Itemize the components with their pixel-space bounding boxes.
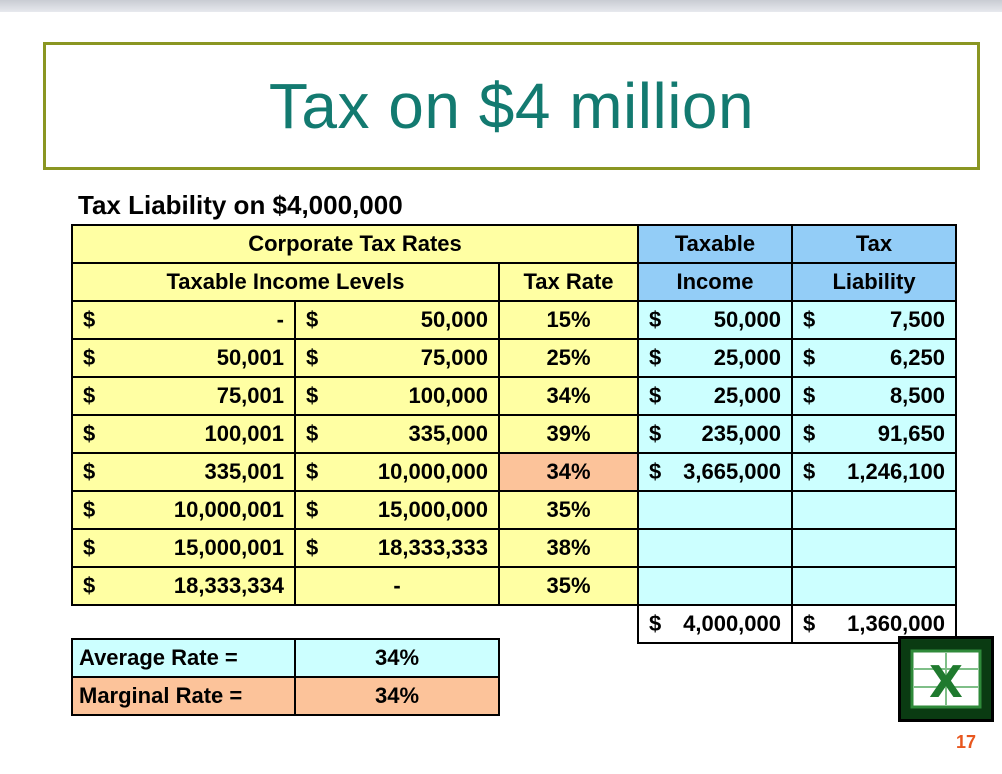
tax-rate-cell[interactable] <box>498 338 637 376</box>
taxable-income-cell[interactable] <box>637 376 791 414</box>
bracket-from-cell-currency: $ <box>83 421 96 446</box>
tax-rate-cell[interactable] <box>498 300 637 338</box>
header-corporate-tax-rates-text: Corporate Tax Rates <box>248 231 462 256</box>
bracket-from-cell-value: - <box>276 307 284 332</box>
bracket-to-cell[interactable] <box>294 414 498 452</box>
marginal-rate-value[interactable] <box>294 676 498 714</box>
marginal-rate-label[interactable] <box>71 676 294 714</box>
tax-rate-cell-text: 35% <box>546 573 591 598</box>
bracket-from-cell-value: 335,001 <box>204 459 284 484</box>
bracket-from-cell-value: 18,333,334 <box>173 573 284 598</box>
tax-rate-cell-text: 15% <box>546 307 591 332</box>
bracket-from-cell-currency: $ <box>83 459 96 484</box>
header-taxable-income-levels[interactable] <box>71 262 498 300</box>
bracket-to-cell[interactable] <box>294 528 498 566</box>
bracket-from-cell-value: 100,001 <box>204 421 284 446</box>
bracket-from-cell[interactable] <box>71 376 294 414</box>
bracket-to-cell[interactable] <box>294 338 498 376</box>
tax-rate-cell[interactable] <box>498 566 637 604</box>
tax-liability-cell[interactable] <box>791 414 955 452</box>
tax-liability-cell[interactable] <box>791 338 955 376</box>
excel-logo-graphic <box>910 647 982 711</box>
total-tax-liability-currency: $ <box>803 611 816 636</box>
bracket-to-cell-value: 10,000,000 <box>377 459 488 484</box>
taxable-income-cell-currency: $ <box>649 421 662 446</box>
header-taxable[interactable] <box>637 224 791 262</box>
bracket-to-cell-currency: $ <box>306 383 319 408</box>
tax-liability-cell-value: 8,500 <box>889 383 945 408</box>
tax-liability-cell-value: 7,500 <box>889 307 945 332</box>
tax-rate-cell[interactable] <box>498 452 637 490</box>
taxable-income-cell-currency: $ <box>649 307 662 332</box>
bracket-to-cell-currency: $ <box>306 497 319 522</box>
average-rate-label-text: Average Rate = <box>79 645 238 670</box>
tax-liability-cell[interactable] <box>791 566 955 604</box>
bracket-to-cell-currency: $ <box>306 421 319 446</box>
total-taxable-income-value: 4,000,000 <box>683 611 781 636</box>
slide-top-bar <box>0 0 1002 12</box>
header-income-text: Income <box>676 269 754 294</box>
taxable-income-cell-value: 235,000 <box>701 421 781 446</box>
header-income[interactable] <box>637 262 791 300</box>
tax-liability-cell-currency: $ <box>803 459 816 484</box>
bracket-to-cell-value: 15,000,000 <box>377 497 488 522</box>
excel-logo-letter: X <box>929 657 963 708</box>
tax-liability-cell[interactable] <box>791 490 955 528</box>
bracket-to-cell-text: - <box>393 573 401 598</box>
bracket-from-cell-currency: $ <box>83 497 96 522</box>
sheet-title: Tax Liability on $4,000,000 <box>78 190 403 220</box>
bracket-to-cell[interactable] <box>294 566 498 604</box>
total-taxable-income-currency: $ <box>649 611 662 636</box>
total-taxable-income[interactable] <box>637 604 791 642</box>
tax-rate-cell-text: 34% <box>546 459 591 484</box>
bracket-from-cell-value: 50,001 <box>216 345 284 370</box>
bracket-from-cell[interactable] <box>71 566 294 604</box>
tax-rate-cell[interactable] <box>498 490 637 528</box>
header-corporate-tax-rates[interactable] <box>71 224 637 262</box>
bracket-from-cell[interactable] <box>71 414 294 452</box>
header-tax[interactable] <box>791 224 955 262</box>
bracket-to-cell-value: 335,000 <box>408 421 488 446</box>
tax-rate-cell[interactable] <box>498 414 637 452</box>
header-taxable-income-levels-text: Taxable Income Levels <box>166 269 405 294</box>
tax-liability-cell-value: 6,250 <box>889 345 945 370</box>
taxable-income-cell-currency: $ <box>649 459 662 484</box>
excel-logo-icon[interactable] <box>898 636 994 722</box>
taxable-income-cell[interactable] <box>637 528 791 566</box>
bracket-from-cell-value: 75,001 <box>216 383 284 408</box>
bracket-from-cell[interactable] <box>71 452 294 490</box>
tax-liability-cell[interactable] <box>791 528 955 566</box>
taxable-income-cell[interactable] <box>637 414 791 452</box>
taxable-income-cell[interactable] <box>637 300 791 338</box>
bracket-from-cell-currency: $ <box>83 573 96 598</box>
bracket-to-cell[interactable] <box>294 300 498 338</box>
bracket-to-cell-value: 75,000 <box>420 345 488 370</box>
bracket-from-cell[interactable] <box>71 490 294 528</box>
tax-liability-cell-currency: $ <box>803 383 816 408</box>
tax-liability-cell-value: 91,650 <box>877 421 945 446</box>
tax-liability-cell[interactable] <box>791 376 955 414</box>
header-tax-rate[interactable] <box>498 262 637 300</box>
header-tax-text: Tax <box>855 231 893 256</box>
tax-liability-cell-value: 1,246,100 <box>847 459 945 484</box>
bracket-to-cell-value: 18,333,333 <box>377 535 488 560</box>
tax-liability-cell-currency: $ <box>803 307 816 332</box>
bracket-to-cell-currency: $ <box>306 307 319 332</box>
bracket-to-cell-value: 50,000 <box>420 307 488 332</box>
tax-rate-cell-text: 39% <box>546 421 591 446</box>
header-taxable-text: Taxable <box>674 231 756 256</box>
tax-liability-cell-currency: $ <box>803 421 816 446</box>
total-tax-liability-value: 1,360,000 <box>847 611 945 636</box>
bracket-from-cell-currency: $ <box>83 535 96 560</box>
tax-liability-cell[interactable] <box>791 452 955 490</box>
taxable-income-cell-value: 50,000 <box>713 307 781 332</box>
bracket-to-cell[interactable] <box>294 376 498 414</box>
taxable-income-cell[interactable] <box>637 490 791 528</box>
bracket-from-cell[interactable] <box>71 528 294 566</box>
taxable-income-cell-currency: $ <box>649 345 662 370</box>
bracket-to-cell[interactable] <box>294 490 498 528</box>
slide-title-box <box>43 42 980 170</box>
average-rate-label[interactable] <box>71 638 294 676</box>
bracket-to-cell-value: 100,000 <box>408 383 488 408</box>
taxable-income-cell-value: 25,000 <box>713 383 781 408</box>
taxable-income-cell[interactable] <box>637 338 791 376</box>
bracket-from-cell[interactable] <box>71 338 294 376</box>
header-tax-rate-text: Tax Rate <box>523 269 614 294</box>
bracket-from-cell-currency: $ <box>83 383 96 408</box>
tax-rate-cell-text: 35% <box>546 497 591 522</box>
taxable-income-cell-currency: $ <box>649 383 662 408</box>
marginal-rate-label-text: Marginal Rate = <box>79 683 243 708</box>
bracket-from-cell-currency: $ <box>83 345 96 370</box>
marginal-rate-value-text: 34% <box>374 683 420 708</box>
tax-rate-cell[interactable] <box>498 376 637 414</box>
bracket-from-cell[interactable] <box>71 300 294 338</box>
page-number: 17 <box>956 732 977 752</box>
tax-liability-cell-currency: $ <box>803 345 816 370</box>
bracket-to-cell-currency: $ <box>306 345 319 370</box>
slide-title: Tax on $4 million <box>268 70 755 142</box>
header-liability[interactable] <box>791 262 955 300</box>
tax-rate-cell-text: 34% <box>546 383 591 408</box>
tax-rate-cell-text: 25% <box>546 345 591 370</box>
taxable-income-cell[interactable] <box>637 566 791 604</box>
taxable-income-cell-value: 25,000 <box>713 345 781 370</box>
bracket-to-cell-currency: $ <box>306 459 319 484</box>
tax-liability-cell[interactable] <box>791 300 955 338</box>
bracket-to-cell[interactable] <box>294 452 498 490</box>
bracket-from-cell-value: 10,000,001 <box>173 497 284 522</box>
average-rate-value[interactable] <box>294 638 498 676</box>
tax-rate-cell[interactable] <box>498 528 637 566</box>
average-rate-value-text: 34% <box>374 645 420 670</box>
header-liability-text: Liability <box>832 269 916 294</box>
bracket-from-cell-currency: $ <box>83 307 96 332</box>
bracket-from-cell-value: 15,000,001 <box>173 535 284 560</box>
bracket-to-cell-currency: $ <box>306 535 319 560</box>
taxable-income-cell[interactable] <box>637 452 791 490</box>
tax-rate-cell-text: 38% <box>546 535 591 560</box>
taxable-income-cell-value: 3,665,000 <box>683 459 781 484</box>
